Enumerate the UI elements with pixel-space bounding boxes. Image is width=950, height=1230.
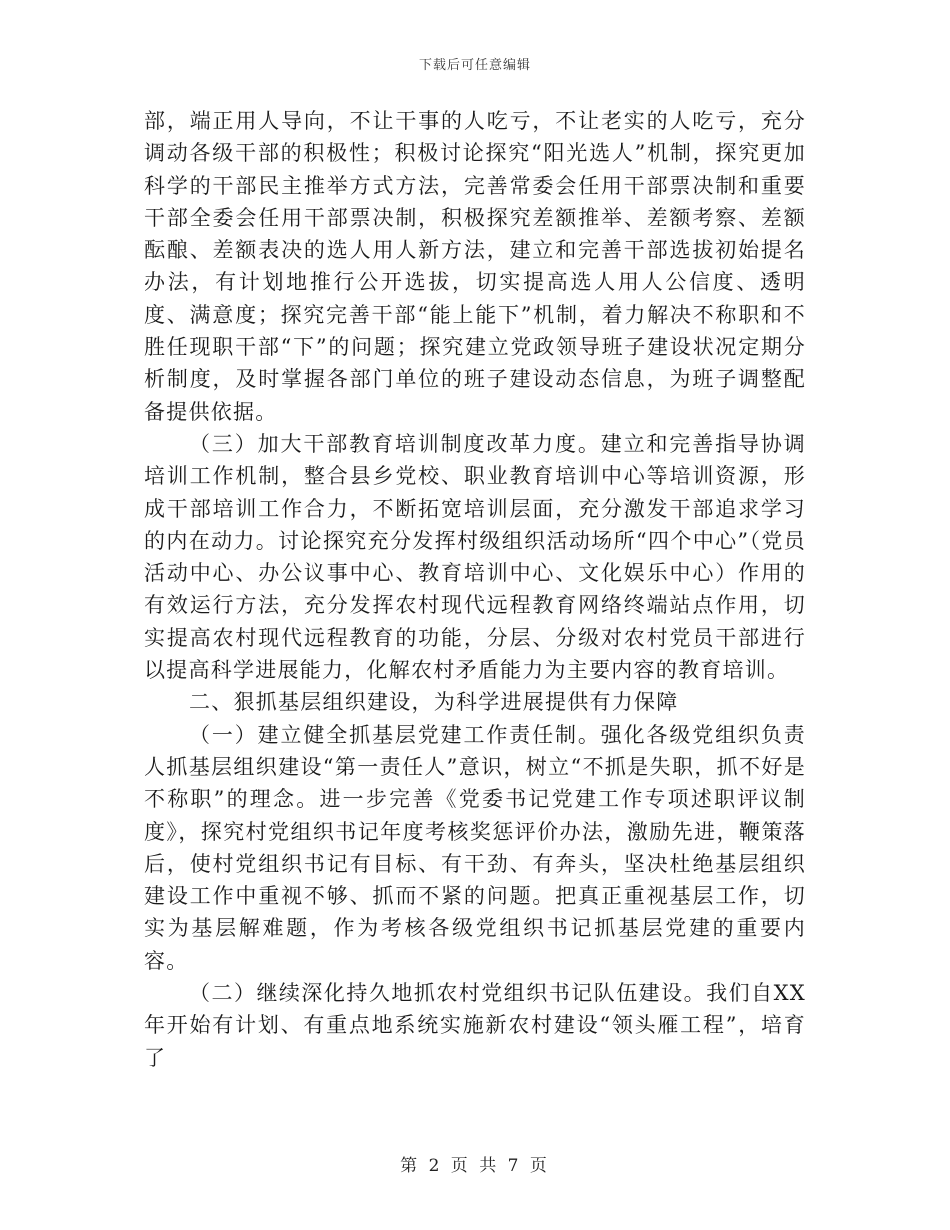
paragraph-cadre-selection: 部，端正用人导向，不让干事的人吃亏，不让老实的人吃亏，充分调动各级干部的积极性；积极讨论探究“阳光选人”机制，探究更加科学的干部民主推举方式方法，完善常委会任用干部票决制和重要干部全委会任用干部票决制，积极探究差额推举、差额考察、差额酝酿、差额表决的选人用人新方法，建立和完善干部选拔初始提名办法，有计划地推行公开选拔，切实提高选人用人公信度、透明度、满意度；探究完善干部“能上能下”机制，着力解决不称职和不胜任现职干部“下”的问题；探究建立党政领导班子建设状况定期分析制度，及时掌握各部门单位的班子建设动态信息，为班子调整配备提供依据。 <box>144 109 806 424</box>
section-heading-grassroots: 二、狠抓基层组织建设，为科学进展提供有力保障 <box>189 690 679 715</box>
page-number: 第 2 页 共 7 页 <box>400 1156 550 1176</box>
paragraph-secretary-team: （二）继续深化持久地抓农村党组织书记队伍建设。我们自XX年开始有计划、有重点地系统实施新农村建设“领头雁工程”，培育了 <box>144 981 806 1070</box>
paragraph-cadre-training: （三）加大干部教育培训制度改革力度。建立和完善指导协调培训工作机制，整合县乡党校、职业教育培训中心等培训资源，形成干部培训工作合力，不断拓宽培训层面，充分激发干部追求学习的内在动力。讨论探究充分发挥村级组织活动场所“四个中心”（党员活动中心、办公议事中心、教育培训中心、文化娱乐中心）作用的有效运行方法，充分发挥农村现代远程教育网络终端站点作用，切实提高农村现代远程教育的功能，分层、分级对农村党员干部进行以提高科学进展能力，化解农村矛盾能力为主要内容的教育培训。 <box>144 431 806 683</box>
page-header-note: 下载后可任意编辑 <box>418 58 531 73</box>
document-body <box>144 105 806 1074</box>
paragraph-responsibility-system: （一）建立健全抓基层党建工作责任制。强化各级党组织负责人抓基层组织建设“第一责任人”意识，树立“不抓是失职，抓不好是不称职”的理念。进一步完善《党委书记党建工作专项述职评议制度》，探究村党组织书记年度考核奖惩评价办法，激励先进，鞭策落后，使村党组织书记有目标、有干劲、有奔头，坚决杜绝基层组织建设工作中重视不够、抓而不紧的问题。把真正重视基层工作，切实为基层解难题，作为考核各级党组织书记抓基层党建的重要内容。 <box>144 722 806 973</box>
